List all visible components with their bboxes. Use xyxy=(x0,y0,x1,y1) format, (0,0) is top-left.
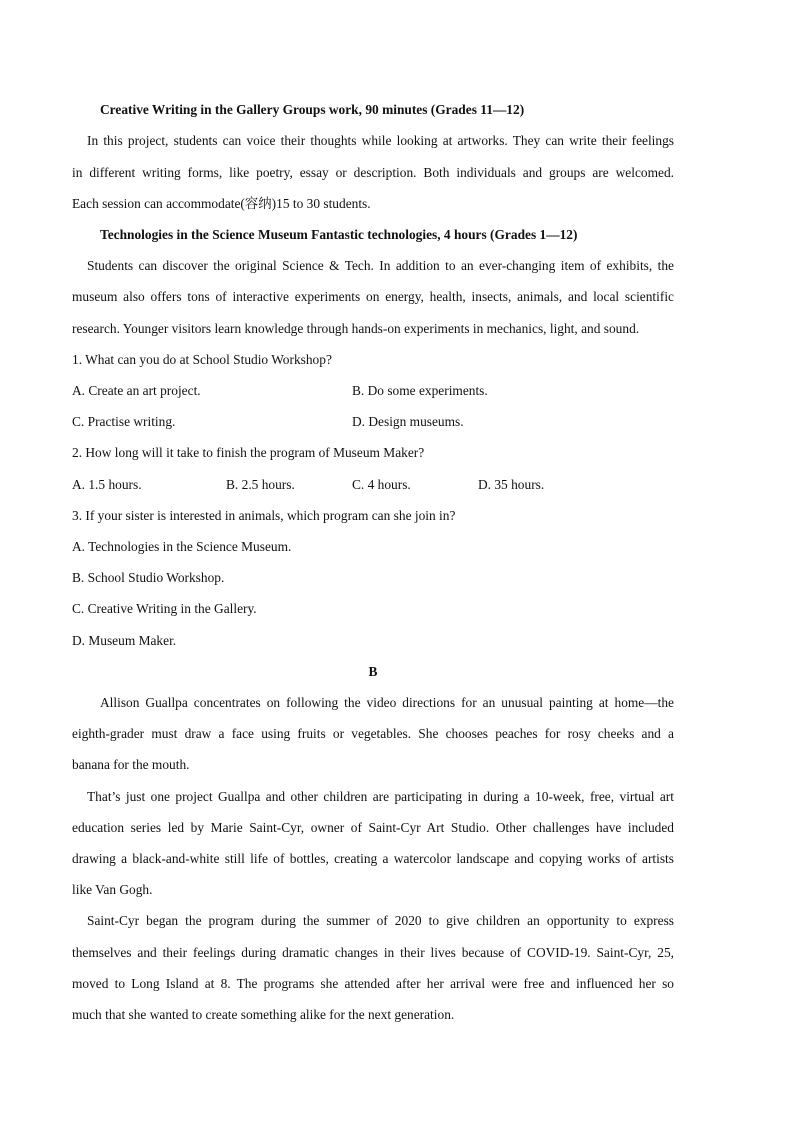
passage-b-p2-line-4: like Van Gogh. xyxy=(72,882,153,897)
question-1-option-d: D. Design museums. xyxy=(352,414,464,429)
passage-b-p2-line-1: That’s just one project Guallpa and other children are participating in during a 10-week, free, virtual art xyxy=(87,789,674,804)
question-3-stem: 3. If your sister is interested in animals, which program can she join in? xyxy=(72,508,456,523)
question-3-option-d: D. Museum Maker. xyxy=(72,633,177,648)
passage-b-p3-line-4: much that she wanted to create something alike for the next generation. xyxy=(72,1007,455,1022)
passage-b-p1-line-1: Allison Guallpa concentrates on following the video directions for an unusual painting at home—the xyxy=(100,695,674,710)
passage-b-p3-line-2: themselves and their feelings during dramatic changes in their lives because of COVID-19. Saint-Cyr, 25, xyxy=(72,945,674,960)
technologies-line-2: museum also offers tons of interactive experiments on energy, health, insects, animals, and local scientific xyxy=(72,289,674,304)
question-3-option-c: C. Creative Writing in the Gallery. xyxy=(72,601,257,616)
passage-b-p2-line-3: drawing a black-and-white still life of bottles, creating a watercolor landscape and copying works of artists xyxy=(72,851,674,866)
question-3-option-b: B. School Studio Workshop. xyxy=(72,570,225,585)
passage-b-p1-line-2: eighth-grader must draw a face using fruits or vegetables. She chooses peaches for rosy cheeks and a xyxy=(72,726,674,741)
question-2-option-a: A. 1.5 hours. xyxy=(72,477,142,492)
technologies-heading: Technologies in the Science Museum Fantastic technologies, 4 hours (Grades 1—12) xyxy=(100,227,578,242)
question-1-stem: 1. What can you do at School Studio Workshop? xyxy=(72,352,332,367)
question-1-option-c: C. Practise writing. xyxy=(72,414,176,429)
passage-b-p1-line-3: banana for the mouth. xyxy=(72,757,190,772)
passage-b-p2-line-2: education series led by Marie Saint-Cyr, owner of Saint-Cyr Art Studio. Other challenges have included xyxy=(72,820,674,835)
question-3-option-a: A. Technologies in the Science Museum. xyxy=(72,539,292,554)
question-2-option-b: B. 2.5 hours. xyxy=(226,477,295,492)
passage-b-p3-line-1: Saint-Cyr began the program during the summer of 2020 to give children an opportunity to express xyxy=(87,913,674,928)
section-b-label: B xyxy=(368,664,378,679)
creative-writing-line-2: in different writing forms, like poetry, essay or description. Both individuals and groups are welcomed. xyxy=(72,165,674,180)
question-1-option-a: A. Create an art project. xyxy=(72,383,201,398)
question-1-option-b: B. Do some experiments. xyxy=(352,383,488,398)
creative-writing-line-1: In this project, students can voice their thoughts while looking at artworks. They can write their feelings xyxy=(87,133,674,148)
question-2-option-d: D. 35 hours. xyxy=(478,477,545,492)
passage-b-p3-line-3: moved to Long Island at 8. The programs she attended after her arrival were free and influenced her so xyxy=(72,976,674,991)
technologies-line-3: research. Younger visitors learn knowledge through hands-on experiments in mechanics, light, and sound. xyxy=(72,321,640,336)
creative-writing-line-3: Each session can accommodate(容纳)15 to 30 students. xyxy=(72,196,371,211)
question-2-option-c: C. 4 hours. xyxy=(352,477,411,492)
technologies-line-1: Students can discover the original Science & Tech. In addition to an ever-changing item of exhibits, the xyxy=(87,258,674,273)
question-2-stem: 2. How long will it take to finish the program of Museum Maker? xyxy=(72,445,425,460)
creative-writing-heading: Creative Writing in the Gallery Groups work, 90 minutes (Grades 11—12) xyxy=(100,102,525,117)
